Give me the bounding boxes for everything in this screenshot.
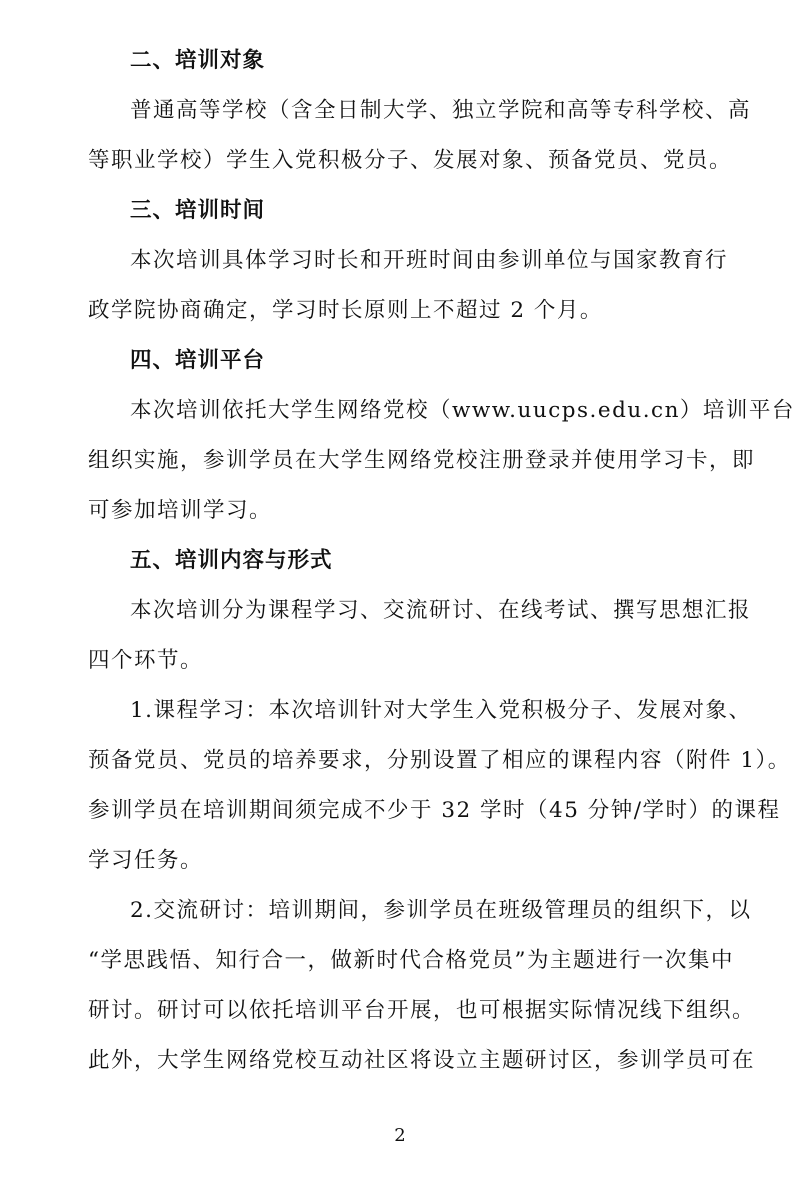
- paragraph-line: 四个环节。: [88, 648, 204, 673]
- list-item-line: 研讨。研讨可以依托培训平台开展，也可根据实际情况线下组织。: [88, 998, 756, 1023]
- section-heading-training-platform: 四、培训平台: [130, 348, 266, 373]
- list-item-line: 此外，大学生网络党校互动社区将设立主题研讨区，参训学员可在: [88, 1048, 756, 1073]
- section-heading-training-content: 五、培训内容与形式: [130, 548, 333, 573]
- list-item-line: 1.课程学习：本次培训针对大学生入党积极分子、发展对象、: [130, 698, 752, 723]
- paragraph-line: 组织实施，参训学员在大学生网络党校注册登录并使用学习卡，即: [88, 448, 756, 473]
- paragraph-line: 本次培训具体学习时长和开班时间由参训单位与国家教育行: [130, 248, 729, 273]
- list-item-line: 2.交流研讨：培训期间，参训学员在班级管理员的组织下，以: [130, 898, 752, 923]
- paragraph-line: 等职业学校）学生入党积极分子、发展对象、预备党员、党员。: [88, 148, 733, 173]
- page-number: 2: [394, 1125, 406, 1146]
- list-item-line: 预备党员、党员的培养要求，分别设置了相应的课程内容（附件 1）。: [88, 748, 791, 773]
- section-heading-training-time: 三、培训时间: [130, 198, 266, 223]
- list-item-line: “学思践悟、知行合一，做新时代合格党员”为主题进行一次集中: [88, 948, 734, 973]
- paragraph-line: 可参加培训学习。: [88, 498, 273, 523]
- paragraph-line: 政学院协商确定，学习时长原则上不超过 2 个月。: [88, 298, 603, 323]
- paragraph-line: 普通高等学校（含全日制大学、独立学院和高等专科学校、高: [130, 98, 752, 123]
- list-item-line: 参训学员在培训期间须完成不少于 32 学时（45 分钟/学时）的课程: [88, 798, 781, 823]
- paragraph-line: 本次培训依托大学生网络党校（www.uucps.edu.cn）培训平台: [130, 398, 795, 423]
- section-heading-training-target: 二、培训对象: [130, 48, 266, 73]
- paragraph-line: 本次培训分为课程学习、交流研讨、在线考试、撰写思想汇报: [130, 598, 752, 623]
- list-item-line: 学习任务。: [88, 848, 204, 873]
